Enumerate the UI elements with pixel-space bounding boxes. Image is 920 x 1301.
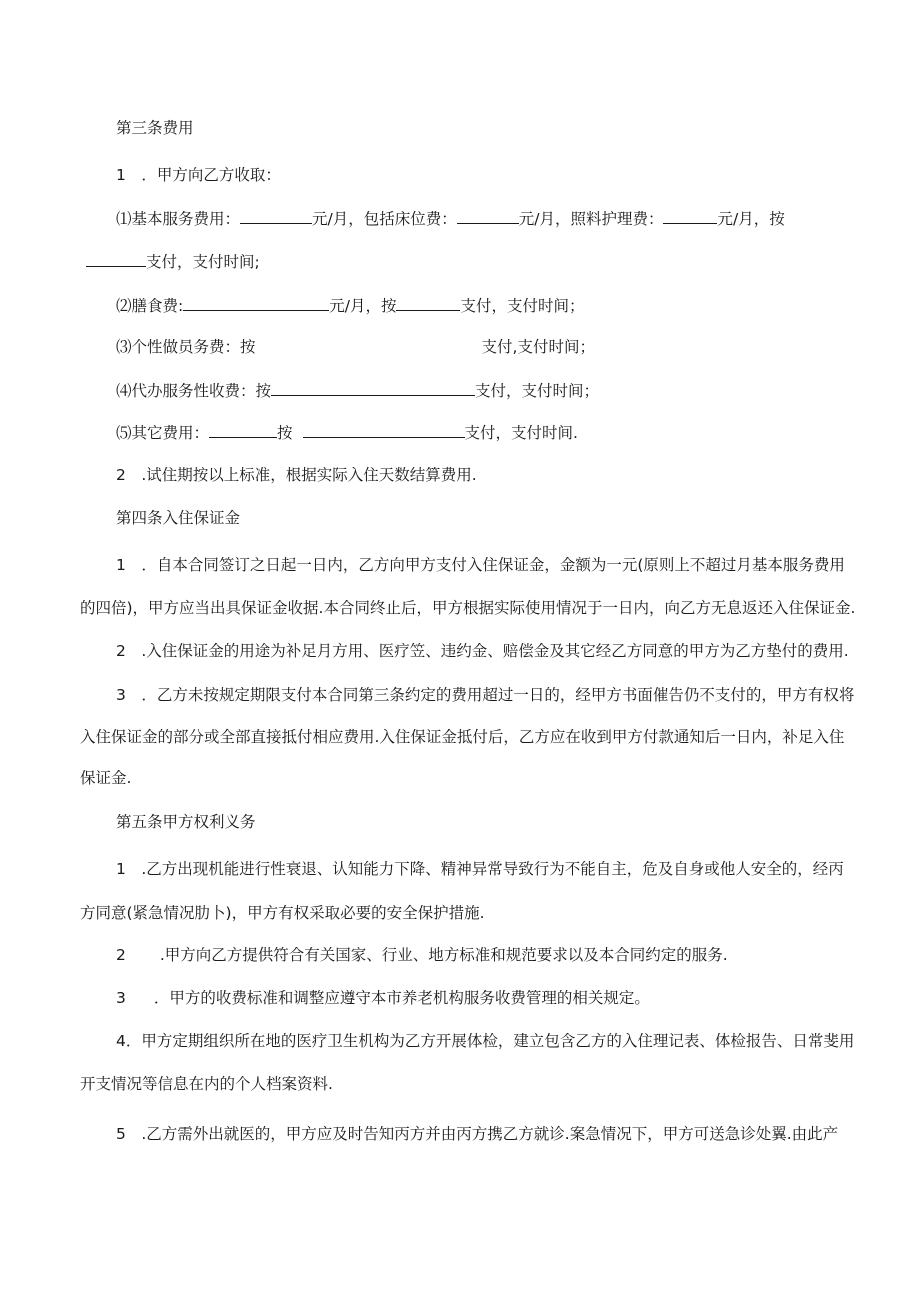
article5-p4-line2: 开支情况等信息在内的个人档案资料. <box>80 1075 333 1093</box>
fee1-text-b: 元/月，包括床位费： <box>312 210 457 228</box>
fee3-label: ⑶个性做员务费：按 <box>116 338 256 356</box>
article4-heading: 第四条入住保证金 <box>116 509 241 527</box>
fee3-text-b: 支付,支付时间； <box>481 338 595 356</box>
fee4-method-blank[interactable] <box>271 380 475 396</box>
fee1-text-e: 支付，支付时间; <box>146 253 260 271</box>
fee1-line2 <box>86 251 260 271</box>
article5-p3-number: 3 <box>116 989 126 1007</box>
fee2-text-c: 支付，支付时间； <box>460 297 585 315</box>
article5-p2-text: .甲方向乙方提供符合有关国家、行业、地方标准和规范要求以及本合同约定的服务. <box>159 946 728 964</box>
fee5-amount-blank[interactable] <box>209 422 277 438</box>
fee2-method-blank[interactable] <box>396 295 460 311</box>
article5-p1-line1: 1 .乙方出现机能进行性衰退、认知能力下降、精神异常导致行为不能自主，危及自身或他人安全的，经丙 <box>116 860 844 878</box>
article3-item2: 2 .试住期按以上标准，根据实际入住天数结算费用. <box>116 466 477 484</box>
fee1-label: ⑴基本服务费用： <box>116 210 241 228</box>
fee2-text-b: 元/月，按 <box>329 297 397 315</box>
fee4-line <box>116 380 599 400</box>
article5-p5-line1: 5 .乙方需外出就医的，甲方应及时告知丙方并由丙方携乙方就诊.案急情况下，甲方可送急诊处翼.由此产 <box>116 1125 839 1143</box>
fee3-line <box>116 337 595 357</box>
fee1-bed-blank[interactable] <box>457 208 519 224</box>
article4-p3-line2: 入住保证金的部分或全部直接抵付相应费用.入住保证金抵付后，乙方应在收到甲方付款通知后一日内，补足入住 <box>80 728 845 746</box>
fee5-label: ⑸其它费用： <box>116 424 210 442</box>
article5-p3-text: ．甲方的收费标准和调整应遵守本市养老机构服务收费管理的相关规定。 <box>153 989 650 1007</box>
fee1-text-c: 元/月，照料护理费： <box>518 210 664 228</box>
article4-p3-line3: 保证金. <box>80 769 132 787</box>
fee1-text-d: 元/月，按 <box>717 210 785 228</box>
fee5-text-c: 支付，支付时间. <box>464 424 578 442</box>
fee1-care-blank[interactable] <box>663 208 717 224</box>
fee2-line <box>116 295 584 315</box>
article5-p4-line1: 4．甲方定期组织所在地的医疗卫生机构为乙方开展体检，建立包含乙方的入住理记表、体检报告、日常斐用 <box>116 1032 855 1050</box>
article4-p3-line1: 3 ．乙方未按规定期限支付本合同第三条约定的费用超过一日的，经甲方书面催告仍不支付的，甲方有权将 <box>116 686 855 704</box>
fee1-method-blank[interactable] <box>86 251 146 267</box>
fee2-amount-blank[interactable] <box>183 295 329 311</box>
article4-p1-line1: 1 ．自本合同签订之日起一日内，乙方向甲方支付入住保证金，金额为一元(原则上不超过月基本服务费用 <box>116 556 845 574</box>
fee5-method-blank[interactable] <box>303 422 465 438</box>
article4-p2-line1: 2 .入住保证金的用途为补足月方用、医疗笠、违约金、赔偿金及其它经乙方同意的甲方为乙方垫付的费用. <box>116 642 849 660</box>
fee4-label: ⑷代办服务性收费：按 <box>116 382 272 400</box>
article5-p2 <box>116 945 728 965</box>
article5-heading: 第五条甲方权利义务 <box>116 813 256 831</box>
fee1-basic-blank[interactable] <box>240 208 312 224</box>
fee4-text-b: 支付，支付时间； <box>475 382 600 400</box>
fee5-line <box>116 422 578 442</box>
article5-p3 <box>116 988 650 1008</box>
article4-p1-line2: 的四倍)，甲方应当出具保证金收据.本合同终止后，甲方根据实际使用情况于一日内，向乙方无息返还入住保证金. <box>80 599 856 617</box>
article3-item1: 1 ．甲方向乙方收取： <box>116 166 281 184</box>
article5-p1-line2: 方同意(紧急情况肋卜)，甲方有权采取必要的安全保护措施. <box>80 904 485 922</box>
fee5-text-b: 按 <box>277 424 293 442</box>
fee2-label: ⑵膳食费: <box>116 297 184 315</box>
article5-p2-number: 2 <box>116 946 126 964</box>
fee1-line1 <box>116 208 785 228</box>
article3-heading: 第三条费用 <box>116 119 194 137</box>
